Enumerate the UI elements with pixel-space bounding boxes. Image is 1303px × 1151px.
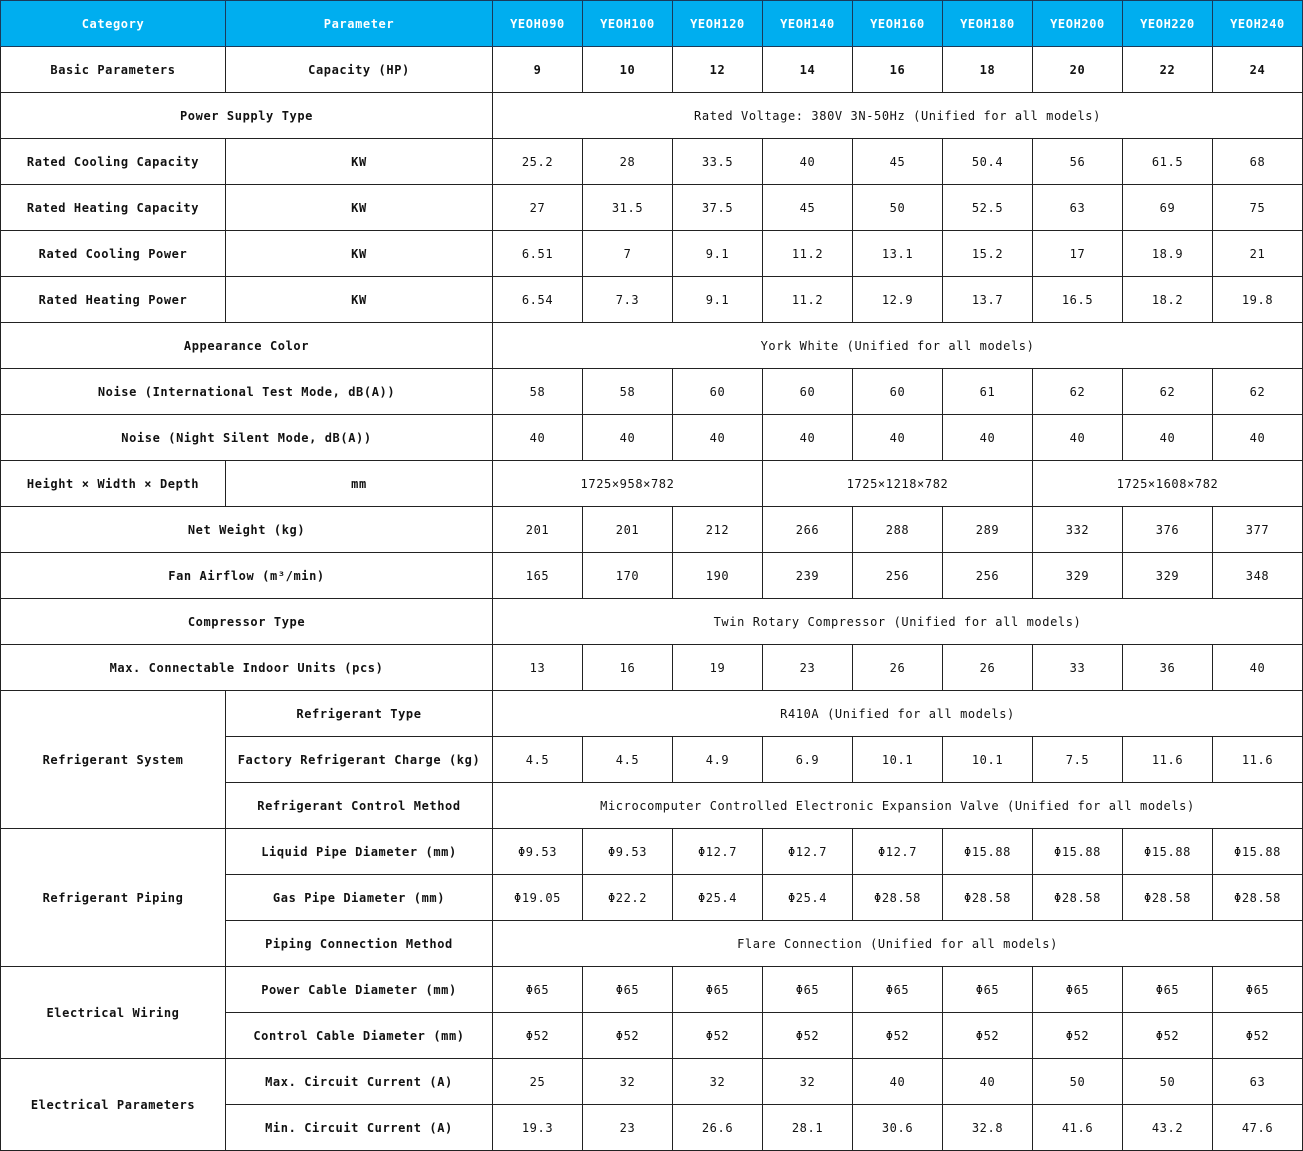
value-cell: Φ52 xyxy=(583,1013,673,1059)
row-label: Max. Circuit Current (A) xyxy=(226,1059,493,1105)
value-cell: 12.9 xyxy=(853,277,943,323)
value-cell: Φ52 xyxy=(1123,1013,1213,1059)
value-cell: 18 xyxy=(943,47,1033,93)
table-row xyxy=(1,231,1303,277)
value-cell: 376 xyxy=(1123,507,1213,553)
value-cell: 17 xyxy=(1033,231,1123,277)
value-cell: 63 xyxy=(1213,1059,1303,1105)
value-cell: 18.2 xyxy=(1123,277,1213,323)
value-cell: 40 xyxy=(943,415,1033,461)
row-label: Max. Connectable Indoor Units (pcs) xyxy=(1,645,493,691)
value-cell: Φ65 xyxy=(673,967,763,1013)
value-cell: 1725×1218×782 xyxy=(763,461,1033,507)
value-cell: Microcomputer Controlled Electronic Expansion Valve (Unified for all models) xyxy=(493,783,1303,829)
table-row xyxy=(1,967,1303,1013)
value-cell: 239 xyxy=(763,553,853,599)
value-cell: 40 xyxy=(943,1059,1033,1105)
value-cell: 11.6 xyxy=(1123,737,1213,783)
row-label: Capacity (HP) xyxy=(226,47,493,93)
value-cell: 25.2 xyxy=(493,139,583,185)
row-label: Refrigerant Control Method xyxy=(226,783,493,829)
value-cell: 165 xyxy=(493,553,583,599)
row-label: KW xyxy=(226,277,493,323)
value-cell: 18.9 xyxy=(1123,231,1213,277)
value-cell: 13.1 xyxy=(853,231,943,277)
value-cell: Twin Rotary Compressor (Unified for all models) xyxy=(493,599,1303,645)
value-cell: 62 xyxy=(1033,369,1123,415)
value-cell: 11.2 xyxy=(763,231,853,277)
row-label: Fan Airflow (m³/min) xyxy=(1,553,493,599)
row-label: Factory Refrigerant Charge (kg) xyxy=(226,737,493,783)
value-cell: 50.4 xyxy=(943,139,1033,185)
value-cell: 68 xyxy=(1213,139,1303,185)
value-cell: 50 xyxy=(1033,1059,1123,1105)
value-cell: Φ28.58 xyxy=(1213,875,1303,921)
value-cell: Φ25.4 xyxy=(763,875,853,921)
value-cell: 33.5 xyxy=(673,139,763,185)
value-cell: 33 xyxy=(1033,645,1123,691)
value-cell: 332 xyxy=(1033,507,1123,553)
value-cell: 256 xyxy=(943,553,1033,599)
value-cell: 40 xyxy=(673,415,763,461)
value-cell: 9 xyxy=(493,47,583,93)
value-cell: 1725×958×782 xyxy=(493,461,763,507)
value-cell: Flare Connection (Unified for all models) xyxy=(493,921,1303,967)
value-cell: 40 xyxy=(1213,415,1303,461)
value-cell: Φ52 xyxy=(673,1013,763,1059)
value-cell: 37.5 xyxy=(673,185,763,231)
value-cell: 266 xyxy=(763,507,853,553)
row-label: Electrical Wiring xyxy=(1,967,226,1059)
value-cell: 50 xyxy=(1123,1059,1213,1105)
row-label: Rated Heating Power xyxy=(1,277,226,323)
value-cell: 32 xyxy=(583,1059,673,1105)
value-cell: 40 xyxy=(493,415,583,461)
value-cell: 9.1 xyxy=(673,231,763,277)
value-cell: 40 xyxy=(853,415,943,461)
value-cell: Φ15.88 xyxy=(1213,829,1303,875)
row-label: Noise (Night Silent Mode, dB(A)) xyxy=(1,415,493,461)
value-cell: 7 xyxy=(583,231,673,277)
value-cell: 40 xyxy=(1123,415,1213,461)
value-cell: 289 xyxy=(943,507,1033,553)
column-header-model: YEOH120 xyxy=(673,1,763,47)
row-label: Rated Cooling Power xyxy=(1,231,226,277)
value-cell: Φ28.58 xyxy=(853,875,943,921)
value-cell: Φ12.7 xyxy=(763,829,853,875)
value-cell: 19.8 xyxy=(1213,277,1303,323)
column-header-model: YEOH090 xyxy=(493,1,583,47)
row-label: Refrigerant System xyxy=(1,691,226,829)
value-cell: 14 xyxy=(763,47,853,93)
value-cell: 16 xyxy=(583,645,673,691)
value-cell: Φ28.58 xyxy=(1123,875,1213,921)
row-label: Piping Connection Method xyxy=(226,921,493,967)
column-header-model: YEOH220 xyxy=(1123,1,1213,47)
value-cell: 13.7 xyxy=(943,277,1033,323)
value-cell: 45 xyxy=(763,185,853,231)
value-cell: Φ15.88 xyxy=(943,829,1033,875)
value-cell: 201 xyxy=(493,507,583,553)
value-cell: 4.5 xyxy=(583,737,673,783)
row-label: Noise (International Test Mode, dB(A)) xyxy=(1,369,493,415)
table-row xyxy=(1,599,1303,645)
value-cell: 75 xyxy=(1213,185,1303,231)
row-label: Net Weight (kg) xyxy=(1,507,493,553)
value-cell: 11.2 xyxy=(763,277,853,323)
value-cell: Φ65 xyxy=(493,967,583,1013)
value-cell: 20 xyxy=(1033,47,1123,93)
value-cell: Φ15.88 xyxy=(1033,829,1123,875)
value-cell: 26 xyxy=(943,645,1033,691)
value-cell: 62 xyxy=(1123,369,1213,415)
column-header-parameter: Parameter xyxy=(226,1,493,47)
value-cell: 201 xyxy=(583,507,673,553)
value-cell: 13 xyxy=(493,645,583,691)
value-cell: Φ19.05 xyxy=(493,875,583,921)
value-cell: 23 xyxy=(583,1105,673,1151)
value-cell: 26 xyxy=(853,645,943,691)
value-cell: 10 xyxy=(583,47,673,93)
value-cell: 60 xyxy=(763,369,853,415)
table-row xyxy=(1,93,1303,139)
table-row xyxy=(1,553,1303,599)
value-cell: Φ52 xyxy=(1213,1013,1303,1059)
value-cell: 212 xyxy=(673,507,763,553)
row-label: Min. Circuit Current (A) xyxy=(226,1105,493,1151)
value-cell: Φ9.53 xyxy=(493,829,583,875)
column-header-model: YEOH200 xyxy=(1033,1,1123,47)
row-label: Control Cable Diameter (mm) xyxy=(226,1013,493,1059)
row-label: Liquid Pipe Diameter (mm) xyxy=(226,829,493,875)
row-label: Height × Width × Depth xyxy=(1,461,226,507)
value-cell: Φ12.7 xyxy=(853,829,943,875)
table-row xyxy=(1,415,1303,461)
value-cell: 15.2 xyxy=(943,231,1033,277)
table-row xyxy=(1,323,1303,369)
value-cell: Φ65 xyxy=(763,967,853,1013)
value-cell: 10.1 xyxy=(853,737,943,783)
value-cell: 9.1 xyxy=(673,277,763,323)
value-cell: 61.5 xyxy=(1123,139,1213,185)
value-cell: 40 xyxy=(763,139,853,185)
value-cell: 58 xyxy=(583,369,673,415)
column-header-model: YEOH180 xyxy=(943,1,1033,47)
value-cell: 329 xyxy=(1033,553,1123,599)
value-cell: Φ52 xyxy=(763,1013,853,1059)
row-label: Rated Cooling Capacity xyxy=(1,139,226,185)
table-row xyxy=(1,185,1303,231)
value-cell: 69 xyxy=(1123,185,1213,231)
table-row xyxy=(1,277,1303,323)
row-label: KW xyxy=(226,231,493,277)
row-label: Power Cable Diameter (mm) xyxy=(226,967,493,1013)
value-cell: 4.5 xyxy=(493,737,583,783)
value-cell: Φ65 xyxy=(583,967,673,1013)
value-cell: 1725×1608×782 xyxy=(1033,461,1303,507)
value-cell: 32.8 xyxy=(943,1105,1033,1151)
value-cell: 329 xyxy=(1123,553,1213,599)
value-cell: 22 xyxy=(1123,47,1213,93)
row-label: Power Supply Type xyxy=(1,93,493,139)
value-cell: 61 xyxy=(943,369,1033,415)
value-cell: 40 xyxy=(1033,415,1123,461)
row-label: Appearance Color xyxy=(1,323,493,369)
value-cell: Φ52 xyxy=(1033,1013,1123,1059)
value-cell: 36 xyxy=(1123,645,1213,691)
value-cell: 27 xyxy=(493,185,583,231)
value-cell: Φ22.2 xyxy=(583,875,673,921)
value-cell: 190 xyxy=(673,553,763,599)
table-row xyxy=(1,1059,1303,1105)
column-header-model: YEOH240 xyxy=(1213,1,1303,47)
row-label: Compressor Type xyxy=(1,599,493,645)
value-cell: 40 xyxy=(1213,645,1303,691)
row-label: Gas Pipe Diameter (mm) xyxy=(226,875,493,921)
value-cell: Φ12.7 xyxy=(673,829,763,875)
value-cell: 63 xyxy=(1033,185,1123,231)
value-cell: Rated Voltage: 380V 3N-50Hz (Unified for all models) xyxy=(493,93,1303,139)
value-cell: 31.5 xyxy=(583,185,673,231)
table-row xyxy=(1,829,1303,875)
value-cell: 256 xyxy=(853,553,943,599)
row-label: Rated Heating Capacity xyxy=(1,185,226,231)
value-cell: 4.9 xyxy=(673,737,763,783)
table-row xyxy=(1,691,1303,737)
value-cell: 6.51 xyxy=(493,231,583,277)
value-cell: 40 xyxy=(583,415,673,461)
value-cell: 23 xyxy=(763,645,853,691)
value-cell: Φ9.53 xyxy=(583,829,673,875)
value-cell: Φ52 xyxy=(943,1013,1033,1059)
row-label: Refrigerant Type xyxy=(226,691,493,737)
value-cell: 43.2 xyxy=(1123,1105,1213,1151)
value-cell: 28.1 xyxy=(763,1105,853,1151)
value-cell: Φ65 xyxy=(943,967,1033,1013)
value-cell: 170 xyxy=(583,553,673,599)
value-cell: 25 xyxy=(493,1059,583,1105)
value-cell: 21 xyxy=(1213,231,1303,277)
value-cell: Φ15.88 xyxy=(1123,829,1213,875)
value-cell: 30.6 xyxy=(853,1105,943,1151)
table-row xyxy=(1,507,1303,553)
value-cell: 62 xyxy=(1213,369,1303,415)
value-cell: 56 xyxy=(1033,139,1123,185)
value-cell: 26.6 xyxy=(673,1105,763,1151)
value-cell: 16 xyxy=(853,47,943,93)
row-label: KW xyxy=(226,185,493,231)
value-cell: 377 xyxy=(1213,507,1303,553)
row-label: Electrical Parameters xyxy=(1,1059,226,1151)
value-cell: 32 xyxy=(763,1059,853,1105)
value-cell: Φ65 xyxy=(853,967,943,1013)
table-row xyxy=(1,139,1303,185)
value-cell: 58 xyxy=(493,369,583,415)
value-cell: 6.9 xyxy=(763,737,853,783)
value-cell: 12 xyxy=(673,47,763,93)
value-cell: 41.6 xyxy=(1033,1105,1123,1151)
value-cell: Φ65 xyxy=(1033,967,1123,1013)
value-cell: 11.6 xyxy=(1213,737,1303,783)
table-row xyxy=(1,461,1303,507)
value-cell: 7.5 xyxy=(1033,737,1123,783)
value-cell: 24 xyxy=(1213,47,1303,93)
column-header-model: YEOH140 xyxy=(763,1,853,47)
header-row xyxy=(1,1,1303,47)
value-cell: 28 xyxy=(583,139,673,185)
value-cell: 19 xyxy=(673,645,763,691)
value-cell: 52.5 xyxy=(943,185,1033,231)
value-cell: York White (Unified for all models) xyxy=(493,323,1303,369)
row-label: KW xyxy=(226,139,493,185)
value-cell: Φ65 xyxy=(1123,967,1213,1013)
value-cell: 40 xyxy=(853,1059,943,1105)
value-cell: Φ25.4 xyxy=(673,875,763,921)
column-header-model: YEOH100 xyxy=(583,1,673,47)
value-cell: 60 xyxy=(673,369,763,415)
row-label: mm xyxy=(226,461,493,507)
value-cell: 40 xyxy=(763,415,853,461)
value-cell: 50 xyxy=(853,185,943,231)
value-cell: 60 xyxy=(853,369,943,415)
table-row xyxy=(1,645,1303,691)
value-cell: 32 xyxy=(673,1059,763,1105)
row-label: Basic Parameters xyxy=(1,47,226,93)
value-cell: Φ52 xyxy=(493,1013,583,1059)
value-cell: Φ28.58 xyxy=(1033,875,1123,921)
value-cell: 16.5 xyxy=(1033,277,1123,323)
value-cell: 19.3 xyxy=(493,1105,583,1151)
value-cell: Φ65 xyxy=(1213,967,1303,1013)
row-label: Refrigerant Piping xyxy=(1,829,226,967)
column-header-model: YEOH160 xyxy=(853,1,943,47)
value-cell: 10.1 xyxy=(943,737,1033,783)
value-cell: 288 xyxy=(853,507,943,553)
value-cell: 45 xyxy=(853,139,943,185)
column-header-category: Category xyxy=(1,1,226,47)
table-row xyxy=(1,47,1303,93)
value-cell: 7.3 xyxy=(583,277,673,323)
value-cell: Φ52 xyxy=(853,1013,943,1059)
value-cell: 47.6 xyxy=(1213,1105,1303,1151)
value-cell: 6.54 xyxy=(493,277,583,323)
value-cell: Φ28.58 xyxy=(943,875,1033,921)
table-row xyxy=(1,369,1303,415)
value-cell: 348 xyxy=(1213,553,1303,599)
value-cell: R410A (Unified for all models) xyxy=(493,691,1303,737)
